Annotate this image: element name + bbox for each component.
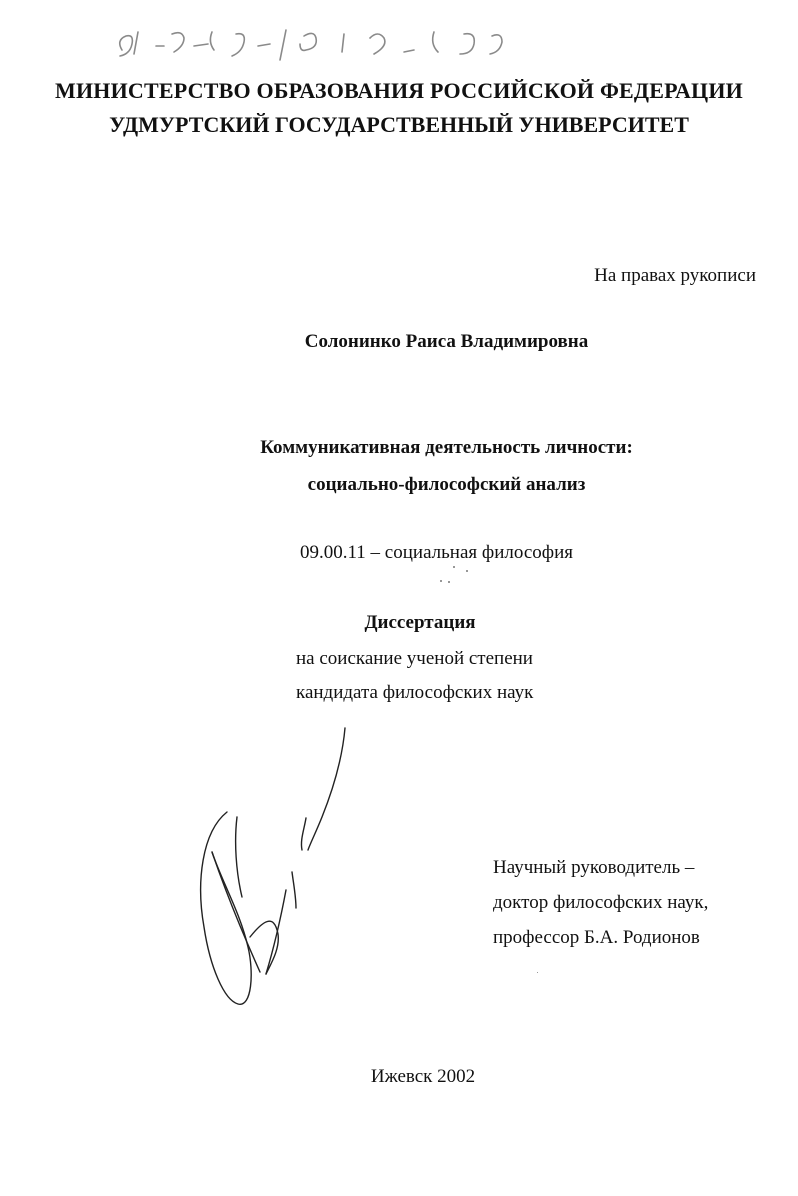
scan-speck — [537, 972, 538, 973]
scan-speck — [453, 566, 455, 568]
handwritten-signature — [192, 722, 362, 1012]
specialty-code: 09.00.11 – социальная философия — [300, 542, 573, 563]
degree-purpose: на соискание ученой степени — [296, 648, 533, 669]
scan-speck — [448, 581, 450, 583]
scan-speck — [440, 580, 442, 582]
supervisor-degree: доктор философских наук, — [493, 892, 709, 913]
university-heading: УДМУРТСКИЙ ГОСУДАРСТВЕННЫЙ УНИВЕРСИТЕТ — [109, 112, 689, 137]
manuscript-rights-note: На правах рукописи — [594, 265, 756, 286]
author-name: Солонинко Раиса Владимировна — [304, 331, 589, 352]
degree-name: кандидата философских наук — [296, 682, 534, 703]
archive-number-handwriting — [108, 22, 528, 68]
scan-speck — [466, 570, 468, 572]
dissertation-title-line-2: социально-философский анализ — [307, 474, 586, 495]
dissertation-title-line-1: Коммуникативная деятельность личности: — [260, 437, 633, 458]
supervisor-role: Научный руководитель – — [493, 857, 695, 878]
supervisor-name: профессор Б.А. Родионов — [493, 927, 700, 948]
ministry-heading: МИНИСТЕРСТВО ОБРАЗОВАНИЯ РОССИЙСКОЙ ФЕДЕРАЦИИ — [55, 78, 743, 103]
city-year: Ижевск 2002 — [370, 1066, 476, 1087]
document-type: Диссертация — [364, 612, 476, 633]
